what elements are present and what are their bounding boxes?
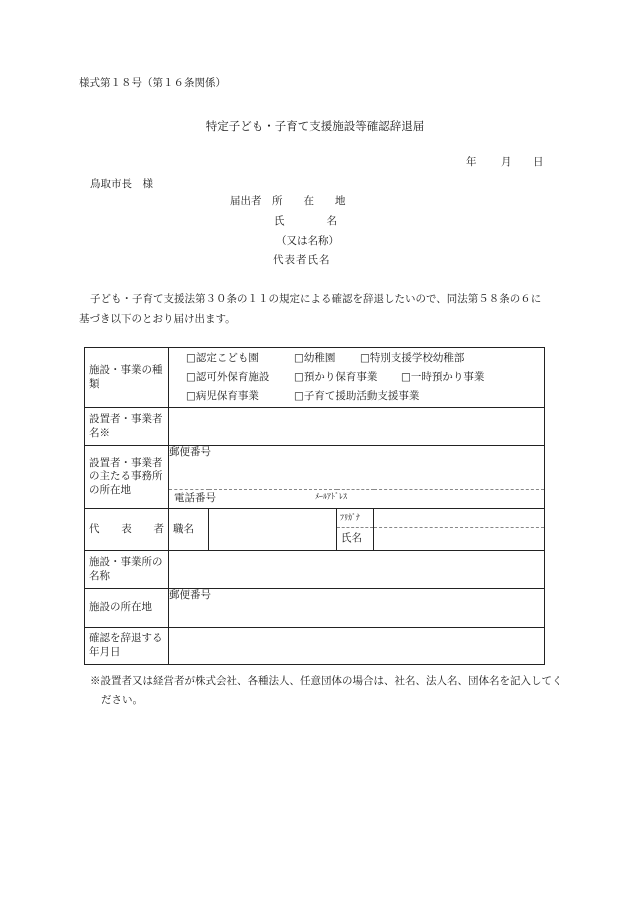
- row-facility-type: [85, 348, 545, 408]
- body-text-line2: 基づき以下のとおり届け出ます。: [79, 313, 236, 325]
- document-title: 特定子ども・子育て支援施設等確認辞退届: [205, 119, 425, 133]
- operator-contact-field[interactable]: [169, 490, 545, 509]
- representative-name-field[interactable]: [374, 528, 545, 551]
- representative-furigana-field[interactable]: [374, 509, 545, 528]
- addressee: 鳥取市長 様: [90, 178, 153, 190]
- row-withdrawal-date: [85, 628, 545, 665]
- option-special-support-kindergarten[interactable]: □特別支援学校幼稚部: [360, 351, 465, 364]
- operator-email-label: ﾒｰﾙｱﾄﾞﾚｽ: [315, 492, 347, 501]
- row-facility-location: [85, 589, 545, 628]
- footnote-line1: ※設置者又は経営者が株式会社、各種法人、任意団体の場合は、社名、法人名、団体名を記入してく: [90, 675, 563, 687]
- representative-title-field[interactable]: [209, 509, 337, 551]
- footnote-line2: ださい。: [101, 694, 143, 706]
- facility-postal-label: 郵便番号: [169, 589, 211, 601]
- representative-label: [85, 509, 169, 551]
- operator-phone-label: 電話番号: [174, 492, 216, 504]
- facility-location-label: 施設の所在地: [85, 589, 169, 628]
- date-year: 年: [466, 156, 477, 168]
- representative-title-label: 職名: [169, 509, 209, 551]
- option-temporary-care[interactable]: □一時預かり事業: [401, 370, 485, 383]
- operator-name-field[interactable]: [169, 408, 545, 446]
- row-operator-address-postal: [85, 446, 545, 490]
- operator-name-label: 設置者・事業者名※: [85, 408, 169, 446]
- operator-postal-label: 郵便番号: [169, 446, 211, 458]
- option-unlicensed-childcare[interactable]: □認可外保育施設: [186, 370, 270, 383]
- operator-postal-field[interactable]: [169, 446, 545, 490]
- option-sick-child-care[interactable]: □病児保育事業: [186, 389, 259, 402]
- operator-address-label: 設置者・事業者の主たる事務所の所在地: [85, 446, 169, 509]
- form-number: 様式第１８号（第１６条関係）: [79, 77, 226, 89]
- date-month: 月: [501, 156, 512, 168]
- withdrawal-date-field[interactable]: [169, 628, 545, 665]
- notifier-representative-label: 代表者氏名: [273, 254, 331, 266]
- row-representative-furigana: [85, 509, 545, 528]
- option-certified-childcare[interactable]: □認定こども園: [186, 351, 259, 364]
- facility-name-label: 施設・事業所の名称: [85, 551, 169, 589]
- notifier-name-alt: （又は名称）: [276, 235, 339, 247]
- representative-name-label: 氏名: [337, 528, 374, 551]
- notifier-prefix: 届出者: [230, 195, 262, 207]
- date-day: 日: [533, 156, 544, 168]
- option-family-support[interactable]: □子育て援助活動支援事業: [294, 389, 420, 402]
- facility-type-label: 施設・事業の種類: [85, 348, 169, 408]
- row-operator-name: [85, 408, 545, 446]
- application-table: [84, 347, 545, 665]
- representative-furigana-label: ﾌﾘｶﾞﾅ: [337, 509, 374, 528]
- notifier-address-label: 所 在 地: [272, 195, 346, 207]
- body-text-line1: 子ども・子育て支援法第３０条の１１の規定による確認を辞退したいので、同法第５８条の６に: [90, 293, 542, 305]
- notifier-name-label: 氏 名: [274, 215, 337, 227]
- facility-type-options: [169, 348, 545, 408]
- representative-label-text: 代 表 者: [89, 522, 164, 535]
- row-facility-name: [85, 551, 545, 589]
- option-kindergarten[interactable]: □幼稚園: [294, 351, 336, 364]
- facility-name-field[interactable]: [169, 551, 545, 589]
- option-extended-care[interactable]: □預かり保育事業: [294, 370, 378, 383]
- withdrawal-date-label: 確認を辞退する年月日: [85, 628, 169, 665]
- facility-location-field[interactable]: [169, 589, 545, 628]
